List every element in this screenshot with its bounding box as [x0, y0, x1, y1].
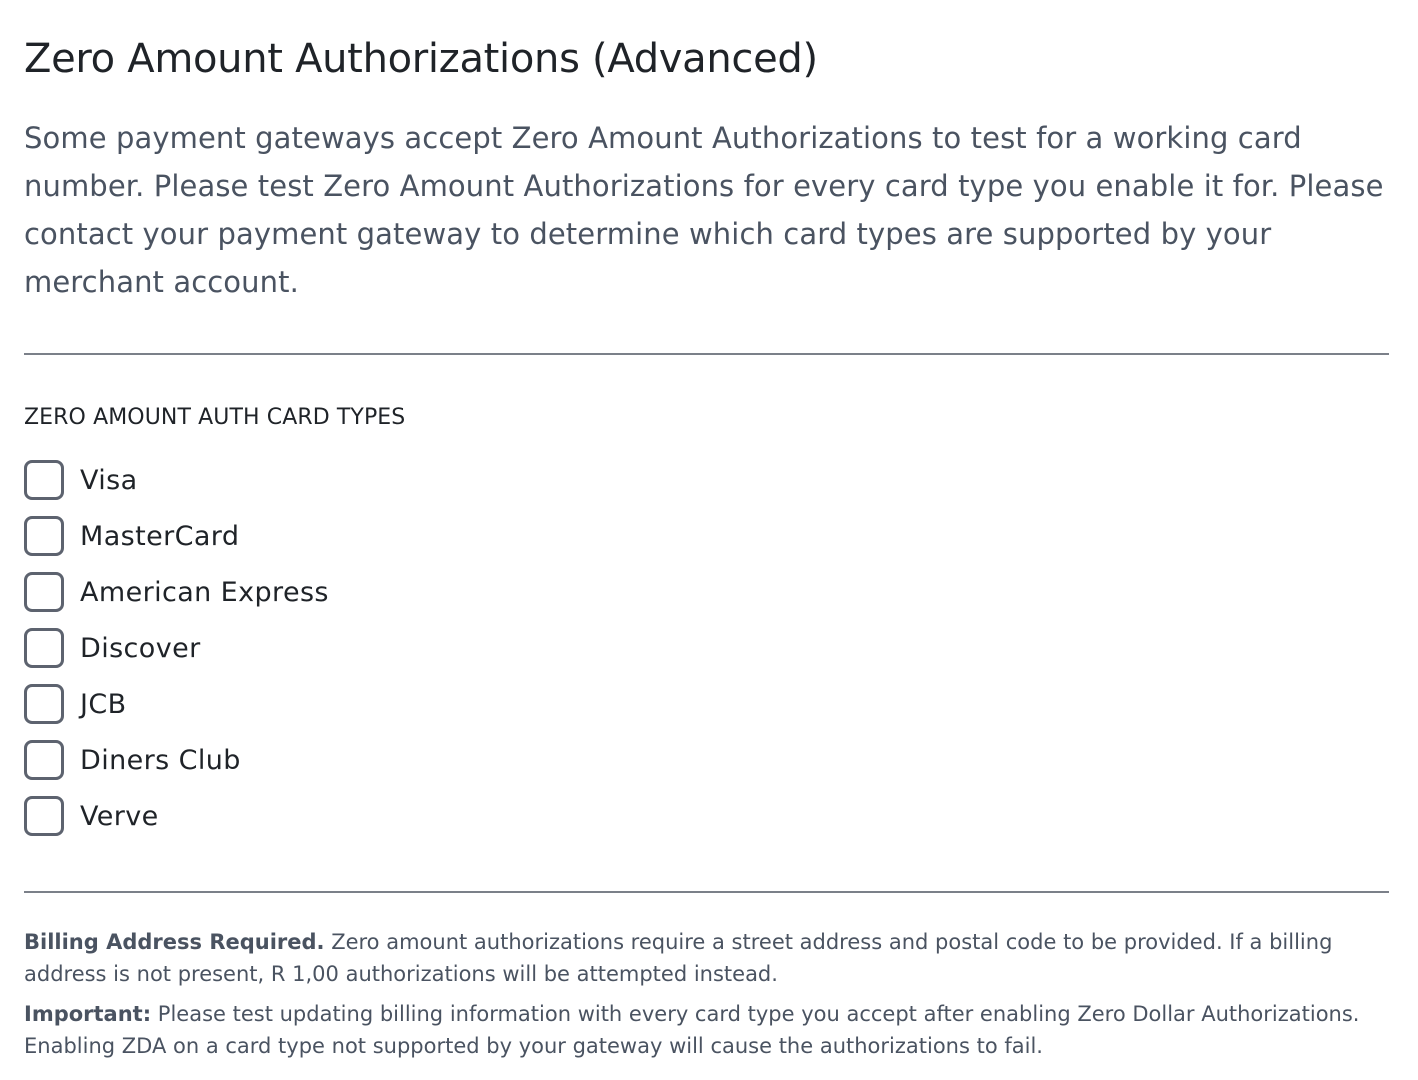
- card-type-label[interactable]: Diners Club: [80, 744, 241, 776]
- important-note-title: Important:: [24, 1002, 152, 1026]
- diners-club-checkbox[interactable]: [24, 740, 64, 780]
- american-express-checkbox[interactable]: [24, 572, 64, 612]
- page-title: Zero Amount Authorizations (Advanced): [24, 36, 818, 82]
- jcb-checkbox[interactable]: [24, 684, 64, 724]
- billing-address-note: [24, 926, 1389, 990]
- visa-checkbox[interactable]: [24, 460, 64, 500]
- card-types-checkbox-group: [24, 452, 329, 844]
- card-type-american-express[interactable]: [24, 564, 329, 620]
- card-type-label[interactable]: Discover: [80, 632, 201, 664]
- discover-checkbox[interactable]: [24, 628, 64, 668]
- card-type-label[interactable]: JCB: [80, 688, 127, 720]
- card-type-discover[interactable]: [24, 620, 329, 676]
- card-type-jcb[interactable]: [24, 676, 329, 732]
- page-description: Some payment gateways accept Zero Amount Authorizations to test for a working card number. Please test Zero Amount Authorizations for every card type you enable it for. Please contact your payment gateway to determine which card types are supported by your merchant account.: [24, 121, 1384, 299]
- section-divider: [24, 891, 1389, 893]
- card-type-mastercard[interactable]: [24, 508, 329, 564]
- important-note-text: Please test updating billing information with every card type you accept after enabling Zero Dollar Authorizations. Enabling ZDA on a card type not supported by your gateway will cause the authorizations to fail.: [24, 1002, 1360, 1058]
- billing-note-title: Billing Address Required.: [24, 930, 325, 954]
- card-type-visa[interactable]: [24, 452, 329, 508]
- card-types-label: ZERO AMOUNT AUTH CARD TYPES: [24, 405, 406, 430]
- important-note: [24, 998, 1389, 1062]
- card-type-verve[interactable]: [24, 788, 329, 844]
- mastercard-checkbox[interactable]: [24, 516, 64, 556]
- card-type-label[interactable]: Visa: [80, 464, 138, 496]
- help-notes: [24, 926, 1389, 1070]
- card-type-diners-club[interactable]: [24, 732, 329, 788]
- section-divider: [24, 353, 1389, 355]
- card-type-label[interactable]: American Express: [80, 576, 329, 608]
- billing-note-text: Zero amount authorizations require a street address and postal code to be provided. If a billing address is not present, R 1,00 authorizations will be attempted instead.: [24, 930, 1333, 986]
- card-type-label[interactable]: MasterCard: [80, 520, 240, 552]
- verve-checkbox[interactable]: [24, 796, 64, 836]
- card-type-label[interactable]: Verve: [80, 800, 159, 832]
